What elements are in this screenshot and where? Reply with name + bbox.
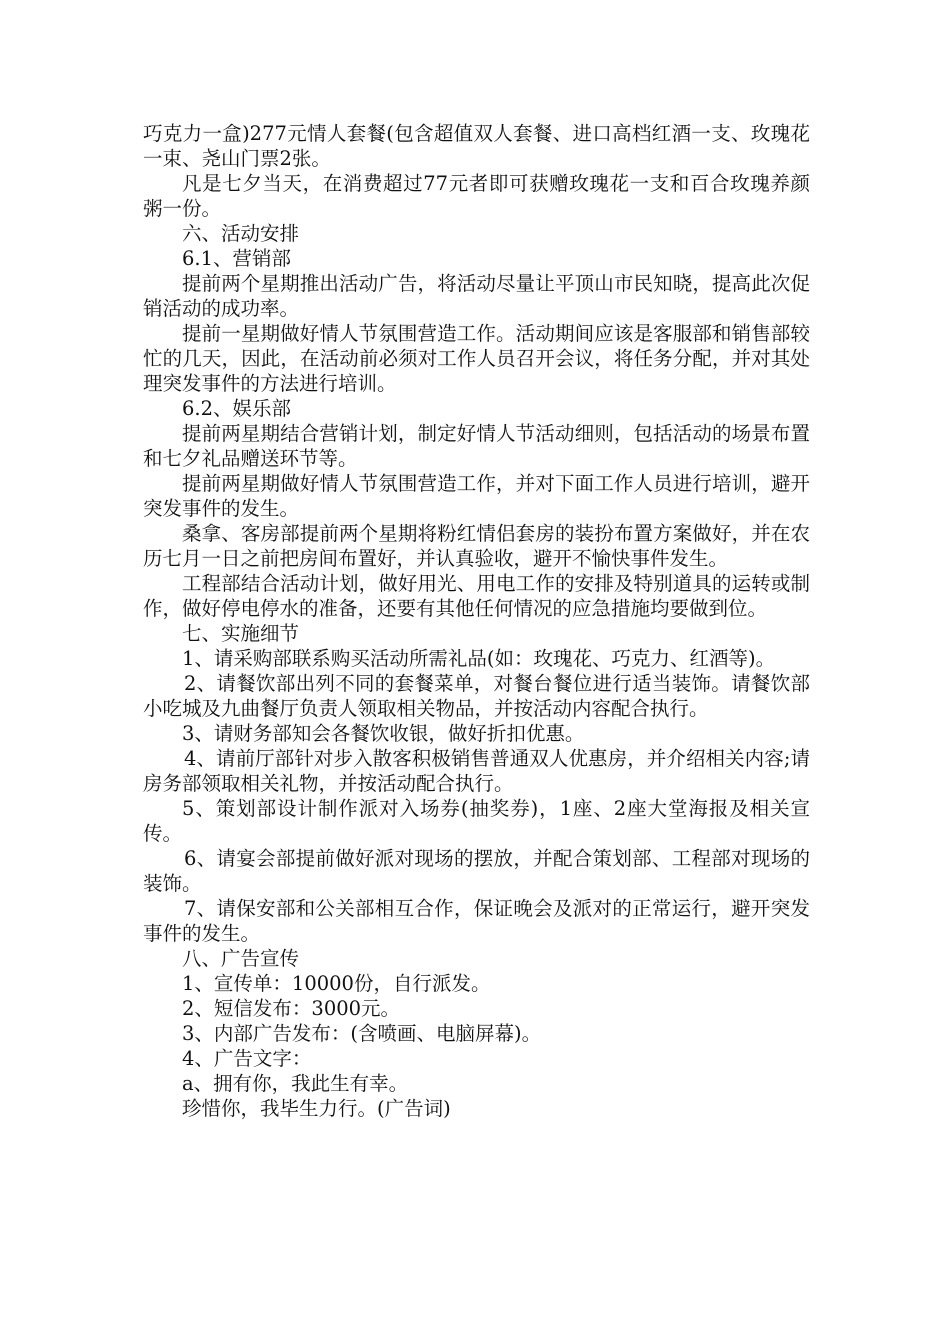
list-item-purchasing: 1、请采购部联系购买活动所需礼品(如：玫瑰花、巧克力、红酒等)。 <box>182 647 776 670</box>
paragraph-marketing-ads: 提前两个星期推出活动广告，将活动尽量让平顶山市民知晓，提高此次促销活动的成功率。 <box>143 272 810 320</box>
list-item-security: 7、请保安部和公关部相互合作，保证晚会及派对的正常运行，避开突发事件的发生。 <box>143 897 810 945</box>
slogan-line-1: a、拥有你，我此生有幸。 <box>182 1072 409 1095</box>
paragraph-qixi-gift: 凡是七夕当天，在消费超过77元者即可获赠玫瑰花一支和百合玫瑰养颜粥一份。 <box>143 172 810 220</box>
list-item-flyers: 1、宣传单：10000份，自行派发。 <box>182 972 491 995</box>
paragraph-entertainment-plan: 提前两星期结合营销计划，制定好情人节活动细则，包括活动的场景布置和七夕礼品赠送环节等。 <box>143 422 810 470</box>
list-item-banquet: 6、请宴会部提前做好派对现场的摆放，并配合策划部、工程部对现场的装饰。 <box>143 847 810 895</box>
slogan-line-2: 珍惜你，我毕生力行。(广告词) <box>182 1097 451 1120</box>
list-item-planning: 5、策划部设计制作派对入场券(抽奖券)，1座、2座大堂海报及相关宣传。 <box>143 797 810 845</box>
paragraph-engineering: 工程部结合活动计划，做好用光、用电工作的安排及特别道具的运转或制作，做好停电停水的准备，还要有其他任何情况的应急措施均要做到位。 <box>143 572 810 620</box>
document-body <box>143 121 810 1121</box>
list-item-ad-copy: 4、广告文字： <box>182 1047 312 1070</box>
paragraph-marketing-atmosphere: 提前一星期做好情人节氛围营造工作。活动期间应该是客服部和销售部较忙的几天，因此，在活动前必须对工作人员召开会议，将任务分配，并对其处理突发事件的方法进行培训。 <box>143 322 810 395</box>
section-heading-implementation: 七、实施细节 <box>182 622 300 645</box>
section-heading-advertising: 八、广告宣传 <box>182 947 300 970</box>
paragraph-sauna-rooms: 桑拿、客房部提前两个星期将粉红情侣套房的装扮布置方案做好，并在农历七月一日之前把房间布置好，并认真验收，避开不愉快事件发生。 <box>143 522 810 570</box>
list-item-internal-ads: 3、内部广告发布：(含喷画、电脑屏幕)。 <box>182 1022 542 1045</box>
list-item-front-office: 4、请前厅部针对步入散客积极销售普通双人优惠房，并介绍相关内容;请房务部领取相关礼物，并按活动配合执行。 <box>143 747 810 795</box>
list-item-catering: 2、请餐饮部出列不同的套餐菜单，对餐台餐位进行适当装饰。请餐饮部小吃城及九曲餐厅负责人领取相关物品，并按活动内容配合执行。 <box>143 672 810 720</box>
paragraph-package-continued: 巧克力一盒)277元情人套餐(包含超值双人套餐、进口高档红酒一支、玫瑰花一束、尧山门票2张。 <box>143 122 810 170</box>
paragraph-entertainment-training: 提前两星期做好情人节氛围营造工作，并对下面工作人员进行培训，避开突发事件的发生。 <box>143 472 810 520</box>
list-item-sms: 2、短信发布：3000元。 <box>182 997 401 1020</box>
list-item-finance: 3、请财务部知会各餐饮收银，做好折扣优惠。 <box>182 722 585 745</box>
subsection-heading-entertainment: 6.2、娱乐部 <box>182 397 292 420</box>
subsection-heading-marketing: 6.1、营销部 <box>182 247 292 270</box>
section-heading-activity-arrangement: 六、活动安排 <box>182 222 300 245</box>
